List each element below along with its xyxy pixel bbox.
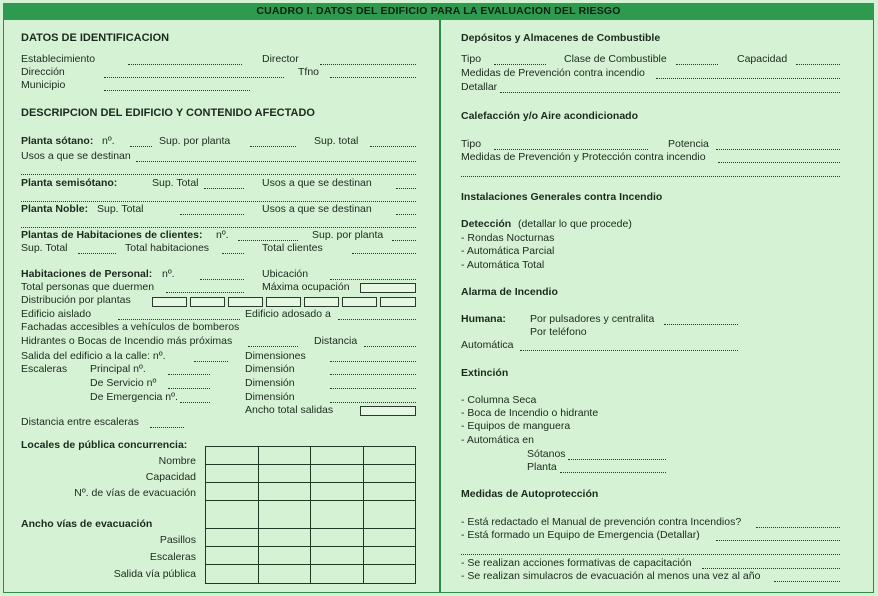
calefaccion-heading: Calefacción y/o Aire acondicionado: [461, 110, 638, 122]
sup-total-field[interactable]: [370, 136, 416, 147]
depositos-heading: Depósitos y Almacenes de Combustible: [461, 32, 661, 44]
instalaciones-heading: Instalaciones Generales contra Incendio: [461, 191, 663, 203]
emergencia-field[interactable]: [180, 392, 210, 403]
director-label: Director: [262, 53, 299, 65]
table-cell[interactable]: [206, 547, 259, 565]
formativas-field[interactable]: [702, 558, 840, 569]
id-heading: DATOS DE IDENTIFICACION: [21, 32, 170, 44]
sup-por-planta-label: Sup. por planta: [159, 135, 231, 147]
edificio-adosado-label: Edificio adosado a: [245, 308, 331, 320]
distribucion-box[interactable]: [152, 297, 187, 307]
emergencia-dimension-field[interactable]: [330, 392, 416, 403]
alarma-heading: Alarma de Incendio: [461, 286, 558, 298]
extincion-item: - Automática en: [461, 434, 534, 446]
detallar-field[interactable]: [500, 82, 840, 93]
hab-sup-planta-label: Sup. por planta: [312, 229, 384, 241]
table-cell[interactable]: [258, 547, 311, 565]
table-cell[interactable]: [363, 465, 416, 483]
edificio-aislado-field[interactable]: [118, 309, 240, 320]
table-cell[interactable]: [258, 447, 311, 465]
publica-table: [205, 446, 416, 501]
direccion-label: Dirección: [21, 66, 65, 78]
table-cell[interactable]: [258, 501, 311, 529]
publica-row-label: Nombre: [158, 455, 196, 467]
dimensiones-label: Dimensiones: [245, 350, 306, 362]
manual-label: - Está redactado el Manual de prevención contra Incendios?: [461, 516, 742, 528]
servicio-label: De Servicio nº: [90, 377, 157, 389]
distribucion-box[interactable]: [190, 297, 225, 307]
usos-label: Usos a que se destinan: [21, 150, 131, 162]
hidrantes-label: Hidrantes o Bocas de Incendio más próximas: [21, 335, 233, 347]
table-cell[interactable]: [258, 483, 311, 501]
semisotano-label: Planta semisótano:: [21, 177, 118, 189]
pulsadores-field[interactable]: [664, 314, 738, 325]
humana-label: Humana:: [461, 313, 506, 325]
table-cell[interactable]: [258, 565, 311, 584]
clase-combustible-field[interactable]: [676, 54, 718, 65]
form-title: CUADRO I. DATOS DEL EDIFICIO PARA LA EVALUACION DEL RIESGO: [3, 3, 874, 20]
calefaccion-tipo-field[interactable]: [494, 139, 648, 150]
table-cell[interactable]: [311, 547, 364, 565]
sup-por-planta-field[interactable]: [250, 136, 296, 147]
planta-label: Planta: [527, 461, 557, 473]
distribucion-box[interactable]: [228, 297, 263, 307]
principal-dimension-label: Dimensión: [245, 363, 295, 375]
deteccion-item: - Rondas Nocturnas: [461, 232, 555, 244]
telefono-label: Por teléfono: [530, 326, 587, 338]
potencia-field[interactable]: [716, 139, 840, 150]
principal-label: Principal nº.: [90, 363, 146, 375]
capacidad-label: Capacidad: [737, 53, 788, 65]
ancho-table: [205, 500, 416, 584]
total-personas-label: Total personas que duermen: [21, 281, 155, 293]
depositos-tipo-label: Tipo: [461, 53, 482, 65]
table-cell[interactable]: [363, 565, 416, 584]
deteccion-note: (detallar lo que procede): [518, 218, 632, 230]
ancho-row-label: Pasillos: [159, 534, 196, 546]
table-cell[interactable]: [206, 565, 259, 584]
table-cell[interactable]: [311, 565, 364, 584]
ancho-row-label: Escaleras: [149, 551, 196, 563]
salida-calle-field[interactable]: [194, 351, 228, 362]
total-habitaciones-field[interactable]: [222, 243, 244, 254]
hab-personal-label: Habitaciones de Personal:: [21, 268, 153, 280]
extincion-item: - Boca de Incendio o hidrante: [461, 407, 599, 419]
establecimiento-field[interactable]: [128, 54, 242, 65]
extincion-heading: Extinción: [461, 367, 509, 379]
calefaccion-medidas-label: Medidas de Prevención y Protección contra incendio: [461, 151, 706, 163]
emergencia-label: De Emergencia nº.: [90, 391, 178, 403]
sup-total-label: Sup. total: [314, 135, 359, 147]
hab-sup-planta-field[interactable]: [392, 230, 416, 241]
table-cell[interactable]: [311, 501, 364, 529]
salida-calle-label: Salida del edificio a la calle: nº.: [21, 350, 166, 362]
table-cell[interactable]: [258, 465, 311, 483]
noble-usos-field-2[interactable]: [21, 217, 416, 228]
hab-sup-total-field[interactable]: [78, 243, 116, 254]
table-cell[interactable]: [206, 501, 259, 529]
municipio-label: Municipio: [21, 79, 66, 91]
ancho-row-label: Salida vía pública: [113, 568, 196, 580]
table-cell[interactable]: [363, 501, 416, 529]
escaleras-label: Escaleras: [21, 363, 68, 375]
noble-sup-field[interactable]: [180, 204, 244, 215]
deteccion-item: - Automática Total: [461, 259, 545, 271]
table-cell[interactable]: [311, 447, 364, 465]
distancia-escaleras-label: Distancia entre escaleras: [21, 416, 139, 428]
servicio-dimension-label: Dimensión: [245, 377, 295, 389]
pulsadores-label: Por pulsadores y centralita: [530, 313, 655, 325]
table-cell[interactable]: [311, 529, 364, 547]
equipo-field-2[interactable]: [461, 544, 840, 555]
deteccion-label: Detección: [461, 218, 512, 230]
semisotano-sup-label: Sup. Total: [152, 177, 199, 189]
depositos-tipo-field[interactable]: [494, 54, 546, 65]
hidrantes-field[interactable]: [248, 336, 298, 347]
table-cell[interactable]: [206, 447, 259, 465]
publica-row-label: Capacidad: [145, 471, 196, 483]
automatica-field[interactable]: [520, 340, 738, 351]
sotanos-field[interactable]: [568, 449, 666, 460]
distribucion-box[interactable]: [342, 297, 377, 307]
hab-clientes-label: Plantas de Habitaciones de clientes:: [21, 229, 203, 241]
sotano-no-field[interactable]: [130, 136, 152, 147]
tfno-label: Tfno: [298, 66, 320, 78]
table-cell[interactable]: [363, 447, 416, 465]
hab-clientes-no-label: nº.: [216, 229, 229, 241]
detallar-label: Detallar: [461, 81, 498, 93]
table-cell[interactable]: [311, 483, 364, 501]
simulacros-label: - Se realizan simulacros de evacuación al menos una vez al año: [461, 570, 761, 582]
manual-field[interactable]: [756, 517, 840, 528]
sotanos-label: Sótanos: [527, 448, 566, 460]
maxima-ocupacion-box[interactable]: [360, 283, 416, 293]
table-cell[interactable]: [363, 483, 416, 501]
ancho-heading: Ancho vías de evacuación: [21, 518, 153, 530]
table-cell[interactable]: [206, 529, 259, 547]
publica-heading: Locales de pública concurrencia:: [21, 439, 188, 451]
semisotano-usos-label: Usos a que se destinan: [262, 177, 372, 189]
table-cell[interactable]: [363, 529, 416, 547]
ancho-total-box[interactable]: [360, 406, 416, 416]
clase-combustible-label: Clase de Combustible: [564, 53, 667, 65]
depositos-medidas-label: Medidas de Prevención contra incendio: [461, 67, 645, 79]
direccion-field[interactable]: [104, 67, 284, 78]
ubicacion-label: Ubicación: [262, 268, 309, 280]
extincion-item: - Equipos de manguera: [461, 420, 571, 432]
noble-label: Planta Noble:: [21, 203, 89, 215]
total-clientes-field[interactable]: [352, 243, 416, 254]
hab-sup-total-label: Sup. Total: [21, 242, 68, 254]
depositos-medidas-field[interactable]: [656, 68, 840, 79]
equipo-label: - Está formado un Equipo de Emergencia (Detallar): [461, 529, 700, 541]
deteccion-item: - Automática Parcial: [461, 245, 555, 257]
director-field[interactable]: [320, 54, 416, 65]
distribucion-box[interactable]: [266, 297, 301, 307]
usos-field[interactable]: [136, 151, 416, 162]
potencia-label: Potencia: [668, 138, 709, 150]
desc-heading: DESCRIPCION DEL EDIFICIO Y CONTENIDO AFECTADO: [21, 107, 315, 119]
calefaccion-medidas-field[interactable]: [718, 152, 840, 163]
edificio-adosado-field[interactable]: [338, 309, 416, 320]
principal-dimension-field[interactable]: [330, 364, 416, 375]
publica-row-label: Nº. de vías de evacuación: [74, 487, 196, 499]
total-clientes-label: Total clientes: [262, 242, 323, 254]
extincion-item: - Columna Seca: [461, 394, 537, 406]
hab-clientes-no-field[interactable]: [238, 230, 298, 241]
ancho-total-label: Ancho total salidas: [245, 404, 334, 416]
equipo-field[interactable]: [716, 530, 840, 541]
table-cell[interactable]: [311, 465, 364, 483]
tfno-field[interactable]: [330, 67, 416, 78]
semisotano-usos-field[interactable]: [396, 178, 416, 189]
table-cell[interactable]: [206, 465, 259, 483]
servicio-field[interactable]: [168, 378, 210, 389]
formativas-label: - Se realizan acciones formativas de capacitación: [461, 557, 692, 569]
sotano-no-label: nº.: [102, 135, 115, 147]
total-habitaciones-label: Total habitaciones: [125, 242, 210, 254]
column-divider: [439, 20, 441, 593]
distribucion-label: Distribución por plantas: [21, 294, 131, 306]
calefaccion-medidas-field-2[interactable]: [461, 166, 840, 177]
fachadas-label: Fachadas accesibles a vehículos de bomberos: [21, 321, 240, 333]
semisotano-sup-field[interactable]: [204, 178, 244, 189]
principal-field[interactable]: [168, 364, 210, 375]
distancia-escaleras-field[interactable]: [150, 417, 184, 428]
usos-field-2[interactable]: [21, 164, 416, 175]
planta-field[interactable]: [560, 462, 666, 473]
edificio-aislado-label: Edificio aislado: [21, 308, 92, 320]
distancia-field[interactable]: [364, 336, 416, 347]
semisotano-usos-field-2[interactable]: [21, 191, 416, 202]
ubicacion-field[interactable]: [330, 269, 416, 280]
municipio-field[interactable]: [104, 80, 250, 91]
capacidad-field[interactable]: [796, 54, 840, 65]
sotano-label: Planta sótano:: [21, 135, 94, 147]
noble-usos-label: Usos a que se destinan: [262, 203, 372, 215]
table-cell[interactable]: [363, 547, 416, 565]
dimensiones-field[interactable]: [330, 351, 416, 362]
distancia-label: Distancia: [314, 335, 358, 347]
automatica-label: Automática: [461, 339, 514, 351]
servicio-dimension-field[interactable]: [330, 378, 416, 389]
hab-personal-no-label: nº.: [162, 268, 175, 280]
emergencia-dimension-label: Dimensión: [245, 391, 295, 403]
calefaccion-tipo-label: Tipo: [461, 138, 482, 150]
table-cell[interactable]: [258, 529, 311, 547]
distribucion-box[interactable]: [304, 297, 339, 307]
simulacros-field[interactable]: [774, 571, 840, 582]
establecimiento-label: Establecimiento: [21, 53, 96, 65]
noble-usos-field[interactable]: [396, 204, 416, 215]
maxima-ocupacion-label: Máxima ocupación: [262, 281, 350, 293]
hab-personal-no-field[interactable]: [200, 269, 244, 280]
table-cell[interactable]: [206, 483, 259, 501]
total-personas-field[interactable]: [166, 282, 244, 293]
noble-sup-label: Sup. Total: [97, 203, 144, 215]
autoproteccion-heading: Medidas de Autoprotección: [461, 488, 599, 500]
distribucion-box[interactable]: [380, 297, 416, 307]
